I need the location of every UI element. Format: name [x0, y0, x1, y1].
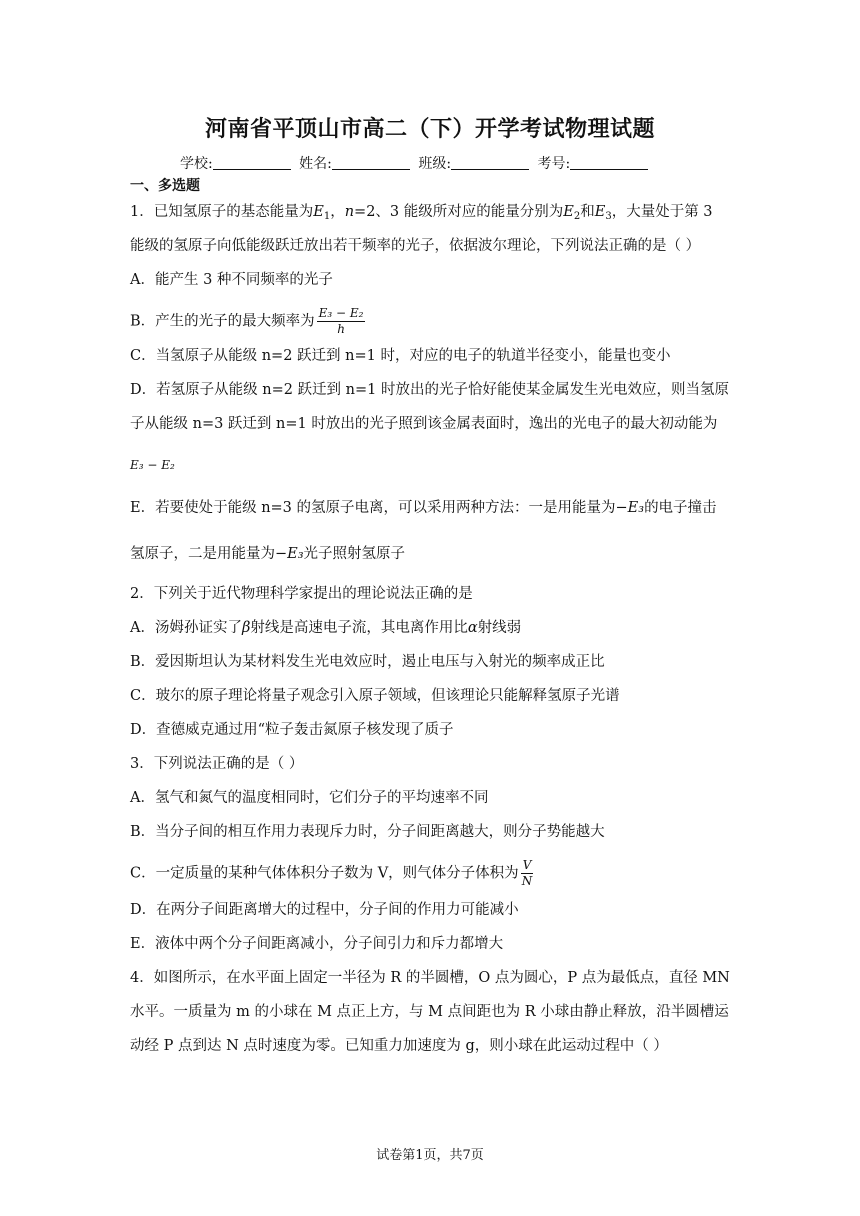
q4-line-1: 4．如图所示，在水平面上固定一半径为 R 的半圆槽，O 点为圆心，P 点为最低点，直径 MN	[130, 970, 730, 986]
q1-option-d-line-2[interactable]: 子从能级 n=3 跃迁到 n=1 时放出的光子照到该金属表面时，逸出的光电子的最大初动能为	[130, 416, 718, 432]
q2-option-a-text: A．汤姆孙证实了	[130, 620, 242, 636]
math-e: E	[563, 204, 574, 220]
fraction-denominator: N	[521, 874, 533, 888]
q3-option-e[interactable]: E．液体中两个分子间距离减小，分子间引力和斥力都增大	[130, 936, 504, 952]
id-label: 考号:	[537, 156, 571, 172]
math-sub: 3	[605, 211, 612, 222]
q1-option-e-text: E．若要使处于能级 n=3 的氢原子电离，可以采用两种方法：一是用能量为	[130, 500, 616, 516]
section-heading: 一、多选题	[130, 178, 200, 194]
q1-text: ，	[330, 204, 345, 220]
q1-text: =2、3 能级所对应的能量分别为	[354, 204, 564, 220]
q1-text: ，大量处于第 3	[611, 204, 713, 220]
fraction	[521, 858, 534, 889]
q1-option-b[interactable]	[130, 306, 367, 337]
math-neg-e3: −E₃	[275, 546, 304, 562]
school-blank[interactable]	[213, 155, 291, 170]
q3-stem: 3．下列说法正确的是（ ）	[130, 756, 304, 772]
school-label: 学校:	[180, 156, 213, 172]
page-footer: 试卷第1页，共7页	[376, 1148, 484, 1163]
q2-option-a-text: 射线弱	[477, 620, 522, 636]
fraction-numerator: E₃ − E₂	[318, 306, 364, 320]
q1-option-e-text: 的电子撞击	[644, 500, 717, 516]
q1-line-1	[130, 202, 713, 222]
q1-option-e-text: 氢原子，二是用能量为	[130, 546, 275, 562]
q1-option-c[interactable]: C．当氢原子从能级 n=2 跃迁到 n=1 时，对应的电子的轨道半径变小，能量也变小	[130, 348, 671, 364]
math-n: n	[344, 204, 355, 220]
q3-option-c[interactable]	[130, 858, 535, 889]
q2-option-a-text: 射线是高速电子流，其电离作用比	[250, 620, 468, 636]
q4-line-2: 水平。一质量为 m 的小球在 M 点正上方，与 M 点间距也为 R 小球由静止释放，沿半圆槽运	[130, 1004, 729, 1020]
math-e: E	[313, 204, 324, 220]
q2-stem: 2．下列关于近代物理科学家提出的理论说法正确的是	[130, 586, 473, 602]
student-info-line	[180, 153, 652, 173]
fraction	[317, 306, 366, 337]
q3-option-b[interactable]: B．当分子间的相互作用力表现斥力时，分子间距离越大，则分子势能越大	[130, 824, 605, 840]
q1-text: 和	[580, 204, 595, 220]
q1-option-a[interactable]: A．能产生 3 种不同频率的光子	[130, 272, 333, 288]
q1-option-b-text: B．产生的光子的最大频率为	[130, 313, 315, 330]
q2-option-b[interactable]: B．爱因斯坦认为某材料发生光电效应时，遏止电压与入射光的频率成正比	[130, 654, 605, 670]
q1-option-d-expression: E₃ − E₂	[130, 458, 175, 472]
q2-option-d[interactable]: D．查德威克通过用“粒子轰击氮原子核发现了质子	[130, 722, 454, 738]
math-neg-e3: −E₃	[615, 500, 645, 516]
q1-option-e-line-2[interactable]	[130, 544, 405, 564]
class-blank[interactable]	[451, 155, 529, 170]
q1-option-e-line-1[interactable]	[130, 498, 717, 518]
q1-line-2: 能级的氢原子向低能级跃迁放出若干频率的光子，依据波尔理论，下列说法正确的是（ ）	[130, 238, 701, 254]
math-alpha: α	[467, 620, 478, 636]
page-title: 河南省平顶山市高二（下）开学考试物理试题	[204, 117, 655, 142]
q3-option-d[interactable]: D．在两分子间距离增大的过程中，分子间的作用力可能减小	[130, 902, 519, 918]
math-e: E	[594, 204, 606, 220]
q1-option-d-line-1[interactable]: D．若氢原子从能级 n=2 跃迁到 n=1 时放出的光子恰好能使某金属发生光电效应，则当氢原	[130, 382, 729, 398]
q2-option-c[interactable]: C．玻尔的原子理论将量子观念引入原子领域，但该理论只能解释氢原子光谱	[130, 688, 620, 704]
math-beta: β	[241, 620, 251, 636]
q1-option-e-text: 光子照射氢原子	[303, 546, 406, 562]
math-sub: 2	[573, 211, 581, 222]
fraction-denominator: h	[337, 322, 345, 336]
id-blank[interactable]	[570, 155, 648, 170]
class-label: 班级:	[418, 156, 452, 172]
name-label: 姓名:	[299, 156, 332, 172]
q3-option-a[interactable]: A．氢气和氮气的温度相同时，它们分子的平均速率不同	[130, 790, 489, 806]
q1-text: 1．已知氢原子的基态能量为	[130, 204, 314, 220]
q4-line-3: 动经 P 点到达 N 点时速度为零。已知重力加速度为 g，则小球在此运动过程中（ ）	[130, 1038, 668, 1054]
q3-option-c-text: C．一定质量的某种气体体积分子数为 V，则气体分子体积为	[130, 865, 519, 882]
math-sub: 1	[323, 211, 331, 222]
fraction-numerator: V	[522, 858, 532, 872]
q2-option-a[interactable]	[130, 618, 521, 638]
name-blank[interactable]	[332, 155, 410, 170]
